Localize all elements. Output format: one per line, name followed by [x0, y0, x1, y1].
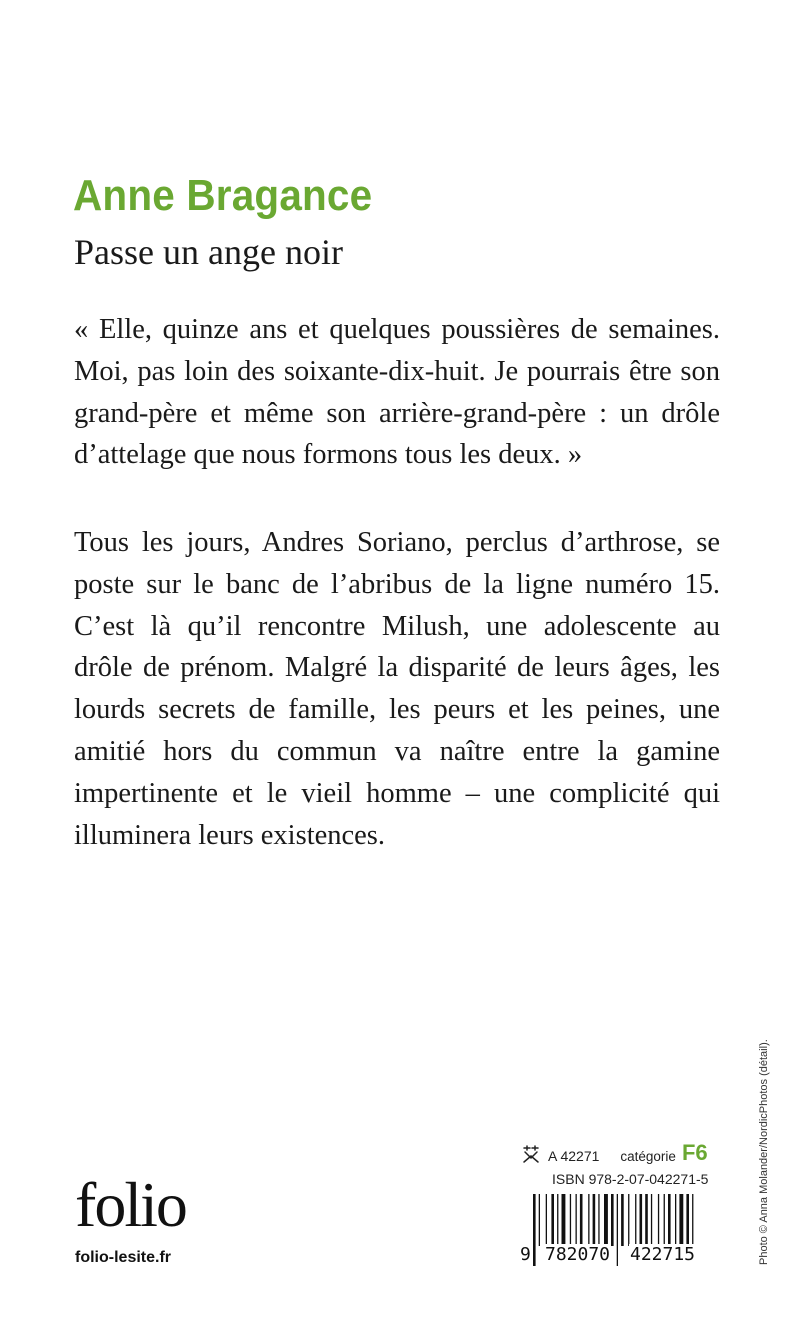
barcode-bar — [546, 1194, 547, 1246]
barcode-bar — [562, 1194, 566, 1246]
barcode-bar — [539, 1194, 540, 1246]
blurb-quote: « Elle, quinze ans et quelques poussières de semaines. Moi, pas loin des soixante-dix-huit. Je pourrais être son grand-père et même son arrière-grand-père : un drôle d’attelage que nous formons tous les deux. » — [74, 314, 720, 471]
barcode-bar — [557, 1194, 558, 1246]
barcode-bar — [593, 1194, 596, 1246]
barcode-bar — [686, 1194, 689, 1246]
barcode-bar — [598, 1194, 599, 1246]
catalog-row — [521, 1142, 708, 1164]
catalog-reference: A 42271 — [548, 1148, 600, 1164]
barcode-bar — [651, 1194, 652, 1246]
barcode-bar — [658, 1194, 659, 1246]
barcode-bar — [588, 1194, 589, 1246]
barcode-bar — [628, 1194, 629, 1246]
gallimard-icon — [521, 1144, 541, 1164]
author-name: Anne Bragance — [73, 171, 373, 220]
barcode-right-group: 422715 — [630, 1244, 696, 1265]
barcode-bar — [679, 1194, 683, 1246]
barcode-bar — [604, 1194, 608, 1246]
isbn-number: ISBN 978-2-07-042271-5 — [552, 1171, 709, 1187]
publisher-website[interactable]: folio-lesite.fr — [75, 1249, 172, 1266]
barcode-bar — [621, 1194, 624, 1246]
barcode-first-digit: 9 — [520, 1244, 531, 1265]
category-label: catégorie — [620, 1149, 676, 1164]
barcode-bar — [551, 1194, 554, 1246]
barcode-bar — [611, 1194, 614, 1246]
barcode-bar — [645, 1194, 648, 1246]
blurb-summary: Tous les jours, Andres Soriano, perclus d’arthrose, se poste sur le banc de l’abribus de la ligne numéro 15. C’est là qu’il rencontre Milush, une adolescente au drôle de prénom. Malgré la disparité de leurs âges, les lourds secrets de famille, les peurs et les peines, une amitié hors du commun va naître entre la gamine impertinente et le vieil homme – une complicité qui illuminera leurs existences. — [74, 527, 720, 851]
barcode-bar — [664, 1194, 665, 1246]
barcode-bar — [576, 1194, 577, 1246]
barcode-bar — [675, 1194, 676, 1246]
photo-credit: Photo © Anna Molander/NordicPhotos (détail). — [758, 1039, 770, 1265]
barcode-bar — [580, 1194, 583, 1246]
barcode-digits — [519, 1244, 721, 1266]
book-title: Passe un ange noir — [74, 232, 343, 272]
barcode-bar — [635, 1194, 636, 1246]
category-code: F6 — [681, 1140, 708, 1165]
barcode-bar — [570, 1194, 571, 1246]
barcode-left-group: 782070 — [545, 1244, 611, 1265]
barcode-bar — [668, 1194, 671, 1246]
folio-logo: folio — [75, 1169, 186, 1240]
barcode-bar — [640, 1194, 643, 1246]
